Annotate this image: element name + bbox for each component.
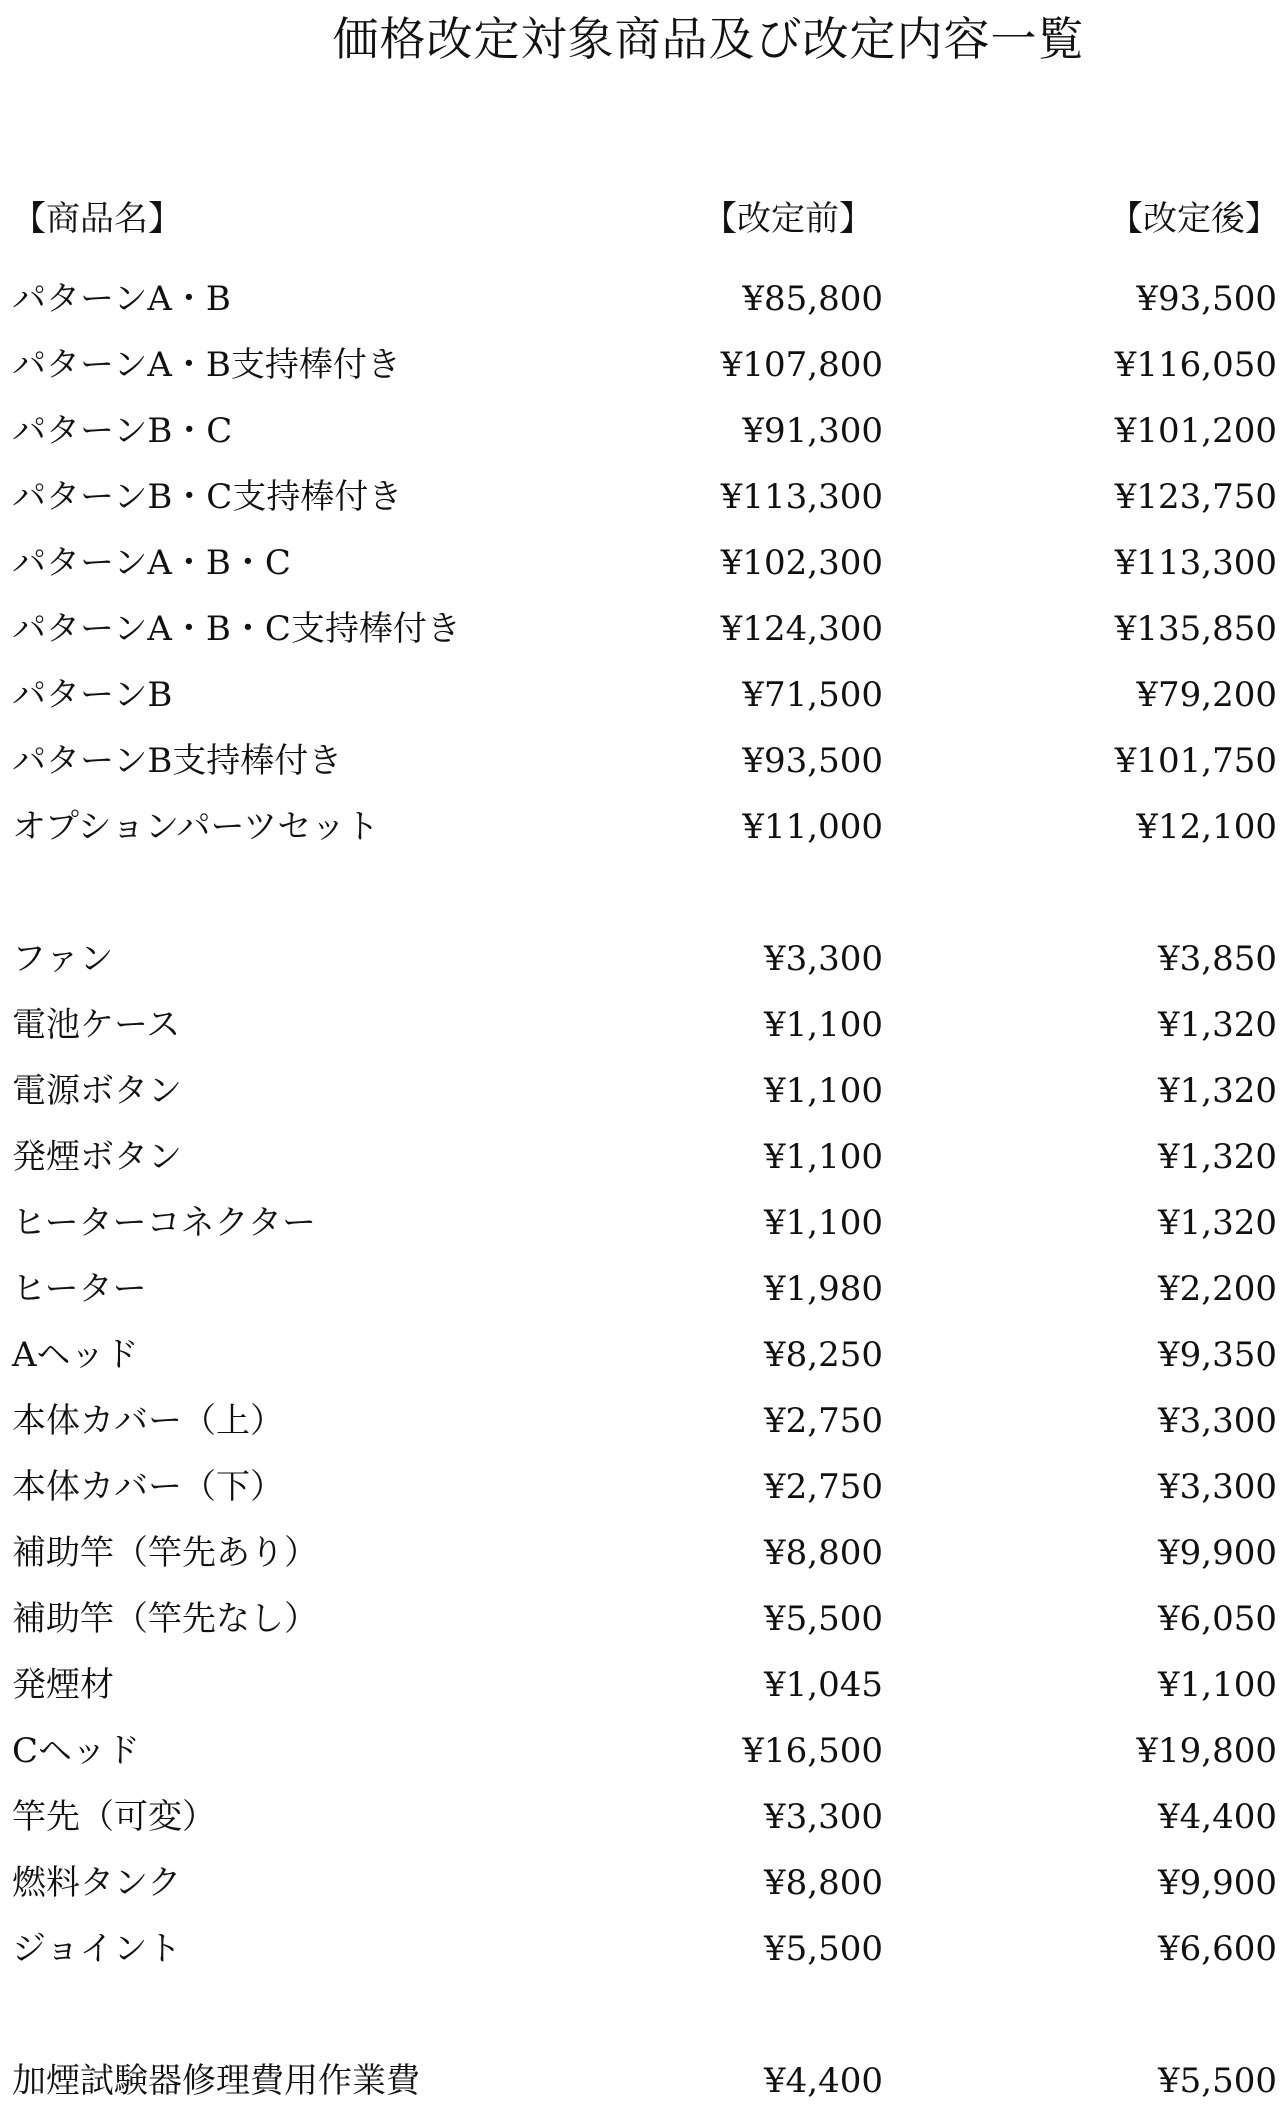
product-name: パターンA・B・C支持棒付き [12,609,461,649]
price-before: ¥5,500 [764,1599,883,1639]
product-name: オプションパーツセット [12,807,380,847]
price-after: ¥135,850 [1114,609,1277,649]
product-name: パターンB支持棒付き [12,741,343,781]
product-name: 本体カバー（上） [12,1401,284,1441]
price-after: ¥93,500 [1136,279,1277,319]
price-before: ¥107,800 [720,345,883,385]
product-name: ジョイント [12,1929,182,1969]
price-before: ¥1,100 [764,1071,883,1111]
price-after: ¥3,850 [1158,939,1277,979]
header-price-before: 【改定前】 [703,199,873,239]
price-after: ¥116,050 [1114,345,1277,385]
price-after: ¥113,300 [1114,543,1277,583]
price-before: ¥71,500 [742,675,883,715]
table-row [0,332,1287,398]
price-before: ¥91,300 [742,411,883,451]
product-name: Aヘッド [12,1335,139,1375]
product-name: パターンA・B支持棒付き [12,345,401,385]
product-name: パターンA・B [12,279,231,319]
price-after: ¥1,100 [1158,1665,1277,1705]
product-name: 竿先（可変） [12,1797,216,1837]
header-price-after: 【改定後】 [1109,199,1279,239]
product-name: パターンA・B・C [12,543,291,583]
price-before: ¥2,750 [764,1401,883,1441]
product-name: 電池ケース [12,1005,181,1045]
table-row [0,1784,1287,1850]
price-before: ¥8,800 [764,1863,883,1903]
table-row [0,530,1287,596]
price-after: ¥1,320 [1158,1137,1277,1177]
table-row [0,1124,1287,1190]
price-after: ¥9,900 [1158,1533,1277,1573]
price-after: ¥2,200 [1158,1269,1277,1309]
header-product-name: 【商品名】 [12,199,182,239]
price-before: ¥3,300 [764,1797,883,1837]
product-name: 発煙材 [12,1665,114,1705]
product-name: 補助竿（竿先あり） [12,1533,318,1573]
price-before: ¥3,300 [764,939,883,979]
product-name: 補助竿（竿先なし） [12,1599,318,1639]
table-row [0,1916,1287,1982]
table-row [0,1850,1287,1916]
price-after: ¥1,320 [1158,1203,1277,1243]
product-name: パターンB・C支持棒付き [12,477,403,517]
price-after: ¥4,400 [1158,1797,1277,1837]
product-name: 電源ボタン [12,1071,182,1111]
price-after: ¥101,750 [1114,741,1277,781]
price-after: ¥3,300 [1158,1467,1277,1507]
product-name: ファン [12,939,114,979]
table-row [0,1322,1287,1388]
table-row [0,662,1287,728]
product-name: ヒーター [12,1269,147,1309]
price-before: ¥1,045 [764,1665,883,1705]
product-name: ヒーターコネクター [12,1203,316,1243]
price-after: ¥12,100 [1136,807,1277,847]
price-before: ¥1,100 [764,1137,883,1177]
price-after: ¥9,350 [1158,1335,1277,1375]
product-name: 本体カバー（下） [12,1467,284,1507]
table-row [0,1454,1287,1520]
product-name: 加煙試験器修理費用作業費 [12,2061,420,2101]
table-row [0,464,1287,530]
price-before: ¥16,500 [742,1731,883,1771]
price-before: ¥11,000 [742,807,883,847]
table-row [0,992,1287,1058]
table-row [0,728,1287,794]
price-before: ¥5,500 [764,1929,883,1969]
price-before: ¥4,400 [764,2061,883,2101]
price-before: ¥1,980 [764,1269,883,1309]
table-row [0,926,1287,992]
table-row [0,1520,1287,1586]
table-row [0,1190,1287,1256]
price-after: ¥79,200 [1136,675,1277,715]
price-before: ¥1,100 [764,1203,883,1243]
table-header-row [0,186,1287,252]
price-after: ¥1,320 [1158,1005,1277,1045]
price-after: ¥6,050 [1158,1599,1277,1639]
price-after: ¥3,300 [1158,1401,1277,1441]
price-after: ¥5,500 [1158,2061,1277,2101]
table-row [0,596,1287,662]
document-title: 価格改定対象商品及び改定内容一覧 [332,12,1085,66]
price-after: ¥123,750 [1114,477,1277,517]
price-before: ¥93,500 [742,741,883,781]
table-row [0,1388,1287,1454]
table-row [0,398,1287,464]
table-row [0,1718,1287,1784]
price-before: ¥8,250 [764,1335,883,1375]
price-before: ¥2,750 [764,1467,883,1507]
table-row [0,266,1287,332]
price-after: ¥9,900 [1158,1863,1277,1903]
table-row [0,1652,1287,1718]
price-after: ¥101,200 [1114,411,1277,451]
price-before: ¥85,800 [742,279,883,319]
table-row [0,1058,1287,1124]
price-before: ¥113,300 [720,477,883,517]
table-row [0,794,1287,860]
product-name: パターンB [12,675,173,715]
product-name: パターンB・C [12,411,233,451]
table-row [0,1256,1287,1322]
table-row [0,2048,1287,2114]
product-name: 燃料タンク [12,1863,182,1903]
price-after: ¥19,800 [1136,1731,1277,1771]
price-before: ¥1,100 [764,1005,883,1045]
price-before: ¥8,800 [764,1533,883,1573]
price-before: ¥102,300 [720,543,883,583]
table-row [0,1586,1287,1652]
product-name: Cヘッド [12,1731,141,1771]
product-name: 発煙ボタン [12,1137,182,1177]
price-after: ¥6,600 [1158,1929,1277,1969]
price-after: ¥1,320 [1158,1071,1277,1111]
price-before: ¥124,300 [720,609,883,649]
